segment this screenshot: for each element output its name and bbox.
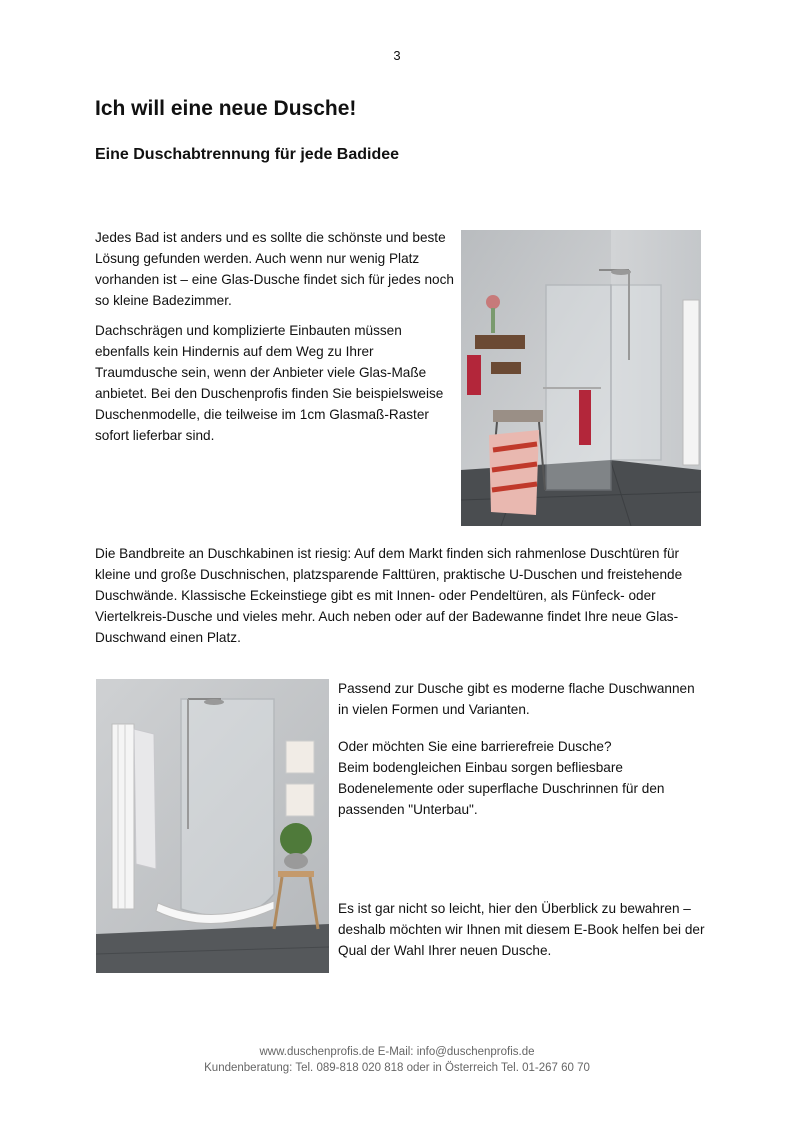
shower-corner-photo xyxy=(461,230,701,526)
footer-phone: Kundenberatung: Tel. 089-818 020 818 oder in Österreich Tel. 01-267 60 70 xyxy=(204,1062,590,1074)
paragraph-duschwannen: Passend zur Dusche gibt es moderne flache Duschwannen in vielen Formen und Varianten. xyxy=(338,681,695,717)
page-number: 3 xyxy=(393,48,401,63)
page-subtitle: Eine Duschabtrennung für jede Badidee xyxy=(95,146,400,163)
footer xyxy=(0,1044,794,1076)
barrierefrei-question: Oder möchten Sie eine barrierefreie Dusche? xyxy=(338,739,612,754)
paragraph-barrierefrei xyxy=(338,736,708,820)
page-title: Ich will eine neue Dusche! xyxy=(95,97,357,120)
paragraph-ueberblick: Es ist gar nicht so leicht, hier den Überblick zu bewahren – deshalb möchten wir Ihnen mit diesem E-Book helfen bei der Qual der Wahl Ihrer neuen Dusche. xyxy=(338,901,705,958)
footer-contact: www.duschenprofis.de E-Mail: info@duschenprofis.de xyxy=(259,1046,535,1058)
barrierefrei-text: Beim bodengleichen Einbau sorgen befliesbare Bodenelemente oder superflache Duschrinnen für den passenden "Unterbau". xyxy=(338,760,665,817)
paragraph-bandbreite: Die Bandbreite an Duschkabinen ist riesig: Auf dem Markt finden sich rahmenlose Duschtüren für kleine und große Duschnischen, platzsparende Falttüren, praktische U-Duschen und freistehende Duschwände. Klassische Eckeinstiege gibt es mit Innen- oder Pendeltüren, als Fünfeck- oder Viertelkreis-Dusche und vieles mehr. Auch neben oder auf der Badewanne findet Ihre neue Glas-Duschwand einen Platz. xyxy=(95,546,683,645)
quarter-circle-shower-photo xyxy=(96,679,329,973)
paragraph-dachschraegen: Dachschrägen und komplizierte Einbauten müssen ebenfalls kein Hindernis auf dem Weg zu Ihrer Traumdusche sein, wenn der Anbieter viele Glas-Maße anbietet. Bei den Duschenprofis finden Sie beispielsweise Duschenmodelle, die teilweise im 1cm Glasmaß-Raster sofort lieferbar sind. xyxy=(95,323,444,443)
paragraph-intro: Jedes Bad ist anders und es sollte die schönste und beste Lösung gefunden werden. Auch wenn nur wenig Platz vorhanden ist – eine Glas-Dusche findet sich für jedes noch so kleine Badezimmer. xyxy=(95,230,454,308)
